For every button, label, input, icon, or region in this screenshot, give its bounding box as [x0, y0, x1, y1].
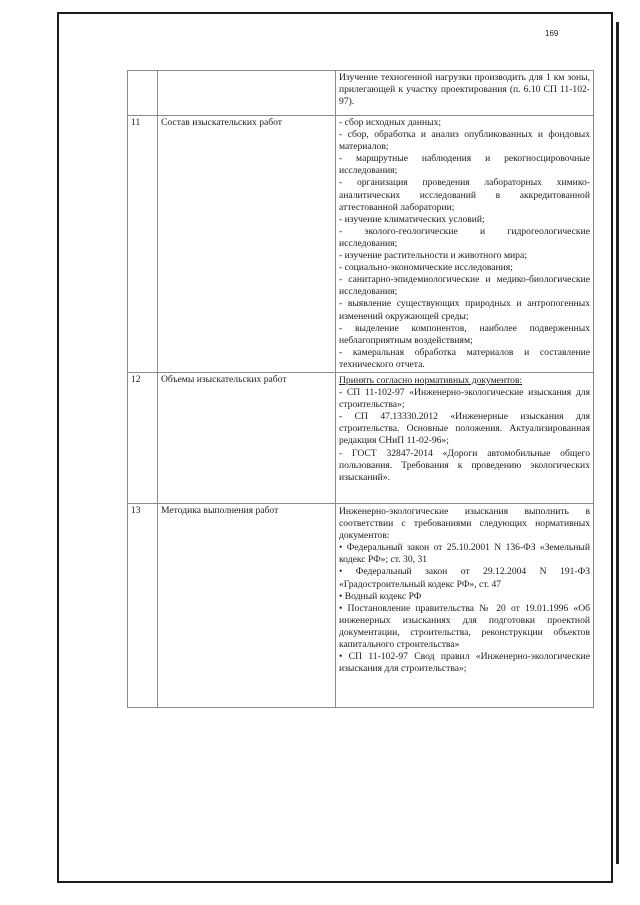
table-row — [128, 372, 594, 503]
row-number: 12 — [128, 372, 158, 503]
list-item: • СП 11-102-97 Свод правил «Инженерно-экологические изыскания для строительства»; — [339, 651, 590, 675]
list-item: - изучение растительности и животного мира; — [339, 250, 527, 262]
row-number — [128, 71, 158, 116]
list-item: - сбор исходных данных; — [339, 117, 442, 128]
intro-text: Инженерно-экологические изыскания выполнить в соответствии с требованиями следующих нормативных документов: — [339, 505, 590, 542]
list-item: - СП 11-102-97 «Инженерно-экологические изыскания для строительства»; — [339, 387, 590, 411]
row-number: 11 — [128, 116, 158, 373]
page-number: 169 — [545, 29, 559, 38]
row-description: Изучение техногенной нагрузки производить для 1 км зоны, прилегающей к участку проектирования (п. 6.10 СП 11-102-97). — [336, 71, 594, 116]
row-description — [336, 503, 594, 707]
list-item: • Федеральный закон от 25.10.2001 N 136-ФЗ «Земельный кодекс РФ»; ст. 30, 31 — [339, 542, 590, 566]
list-item: - социально-экономические исследования; — [339, 262, 513, 274]
row-number: 13 — [128, 503, 158, 707]
table-row — [128, 71, 594, 116]
list-item: • Федеральный закон от 29.12.2004 N 191-ФЗ «Градостроительный кодекс РФ», ст. 47 — [339, 566, 590, 590]
list-item: - маршрутные наблюдения и рекогносцировочные исследования; — [339, 153, 590, 177]
row-description — [336, 116, 594, 373]
list-item: - изучение климатических условий; — [339, 213, 485, 225]
row-title: Объемы изыскательских работ — [158, 372, 336, 503]
section-heading: Принять согласно нормативных документов: — [339, 374, 523, 386]
list-item: • Постановление правительства № 20 от 19.01.1996 «Об инженерных изысканиях для подготовки проектной документации, строительства, реконструкции объектов капитального строительства» — [339, 602, 590, 650]
scan-edge-bar — [616, 22, 619, 864]
row-title — [158, 71, 336, 116]
table-row — [128, 116, 594, 373]
row-title: Состав изыскательских работ — [158, 116, 336, 373]
list-item: - СП 47.13330.2012 «Инженерные изыскания для строительства. Основные положения. Актуализированная редакция СНиП 11-02-96»; — [339, 411, 590, 447]
list-item: - эколого-геологические и гидрогеологические исследования; — [339, 225, 590, 249]
list-item: - выделение компонентов, наиболее подверженных неблагоприятным воздействиям; — [339, 322, 590, 346]
list-item: - санитарно-эпидемиологические и медико-биологические исследования; — [339, 274, 590, 298]
list-item: - камеральная обработка материалов и составление технического отчета. — [339, 346, 590, 370]
row-title: Методика выполнения работ — [158, 503, 336, 707]
list-item: - организация проведения лабораторных химико-аналитических исследований в аккредитованной аттестованной лаборатории; — [339, 177, 590, 213]
requirements-table — [127, 70, 594, 708]
row-description — [336, 372, 594, 503]
list-item: - сбор, обработка и анализ опубликованных и фондовых материалов; — [339, 129, 590, 153]
list-item: - ГОСТ 32847-2014 «Дороги автомобильные общего пользования. Требования к проведению экологических изысканий». — [339, 447, 590, 483]
list-item: - выявление существующих природных и антропогенных изменений окружающей среды; — [339, 298, 590, 322]
list-item: • Водный кодекс РФ — [339, 590, 422, 602]
table-row — [128, 503, 594, 707]
